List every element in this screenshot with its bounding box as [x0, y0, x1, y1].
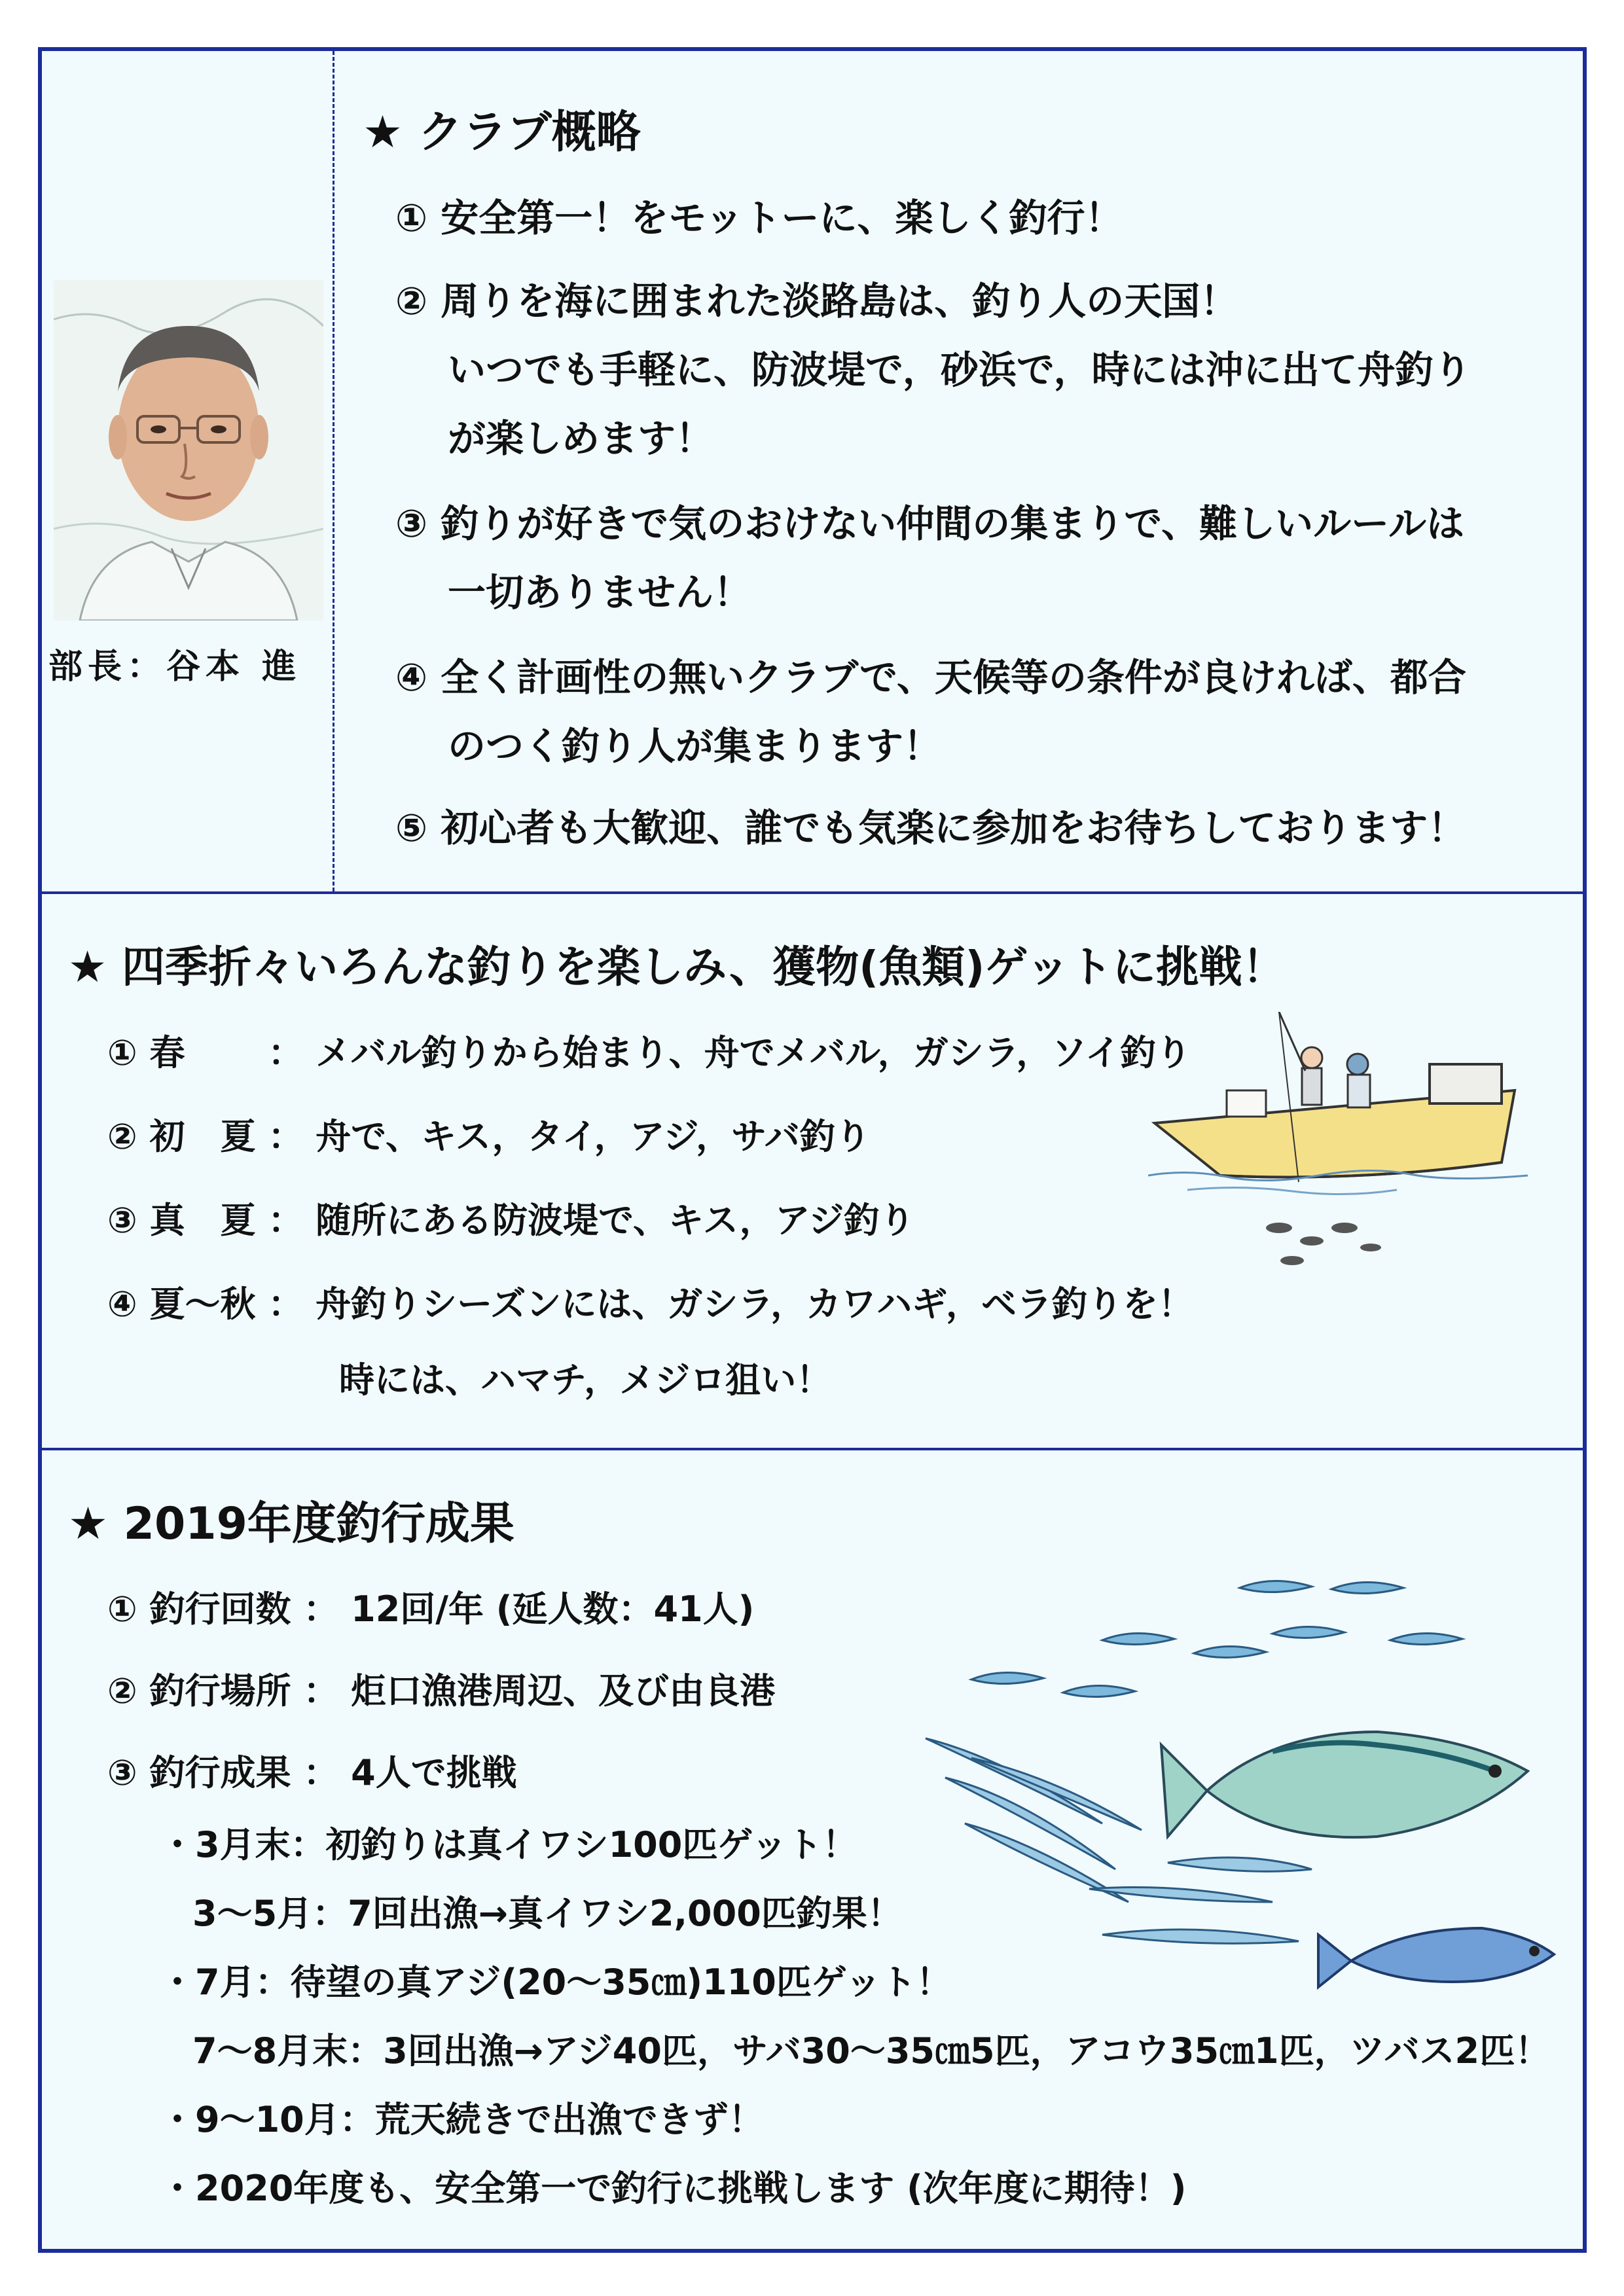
results-line: 7～8月末：3回出漁→アジ40匹，サバ30～35㎝5匹，アコウ35㎝1匹，ツバス2匹！ [192, 2030, 1551, 2072]
overview-line: ⑤ 初心者も大歓迎、誰でも気楽に参加をお待ちしております！ [395, 806, 1466, 850]
season-line: 時には、ハマチ，メジロ狙い！ [339, 1359, 832, 1401]
results-section [42, 1450, 1583, 2249]
results-line: ・3月末：初釣りは真イワシ100匹ゲット！ [160, 1824, 858, 1865]
section-divider [333, 51, 334, 891]
club-overview-section [42, 51, 1583, 894]
overview-line: が楽しめます！ [448, 416, 714, 461]
results-line: 3～5月：7回出漁→真イワシ2,000匹釣果！ [192, 1893, 903, 1934]
results-line: ・2020年度も、安全第一で釣行に挑戦します (次年度に期待！) [160, 2168, 1187, 2209]
fishing-boat-illustration [1148, 1012, 1567, 1287]
leader-name-caption: 部長：谷本 進 [48, 647, 302, 687]
season-line: ③ 真 夏 ： 随所にある防波堤で、キス，アジ釣り [107, 1200, 915, 1241]
overview-line: ④ 全く計画性の無いクラブで、天候等の条件が良ければ、都合 [395, 655, 1466, 700]
overview-line: ③ 釣りが好きで気のおけない仲間の集まりで、難しいルールは [395, 501, 1464, 546]
results-heading: ★ 2019年度釣行成果 [68, 1498, 514, 1550]
results-line: ・7月：待望の真アジ(20～35㎝)110匹ゲット！ [160, 1962, 952, 2003]
fish-illustration [906, 1575, 1561, 2020]
results-line: ② 釣行場所 ： 炬口漁港周辺、及び由良港 [107, 1670, 776, 1712]
season-line: ① 春 ： メバル釣りから始まり、舟でメバル，ガシラ，ソイ釣り [107, 1032, 1191, 1073]
club-leader-photo [54, 280, 323, 620]
page-frame [38, 47, 1587, 2253]
seasonal-fishing-section [42, 894, 1583, 1450]
season-line: ④ 夏～秋 ： 舟釣りシーズンには、ガシラ，カワハギ，ベラ釣りを！ [107, 1283, 1193, 1325]
club-overview-heading: ★ クラブ概略 [363, 107, 641, 158]
overview-line: いつでも手軽に、防波堤で，砂浜で，時には沖に出て舟釣り [448, 348, 1471, 392]
seasonal-heading: ★ 四季折々いろんな釣りを楽しみ、獲物(魚類)ゲットに挑戦！ [68, 942, 1286, 992]
overview-line: ② 周りを海に囲まれた淡路島は、釣り人の天国！ [395, 279, 1238, 323]
overview-line: ① 安全第一！をモットーに、楽しく釣行！ [395, 196, 1123, 240]
results-line: ① 釣行回数 ： 12回/年 (延人数：41人) [107, 1588, 755, 1630]
overview-line: 一切ありません！ [448, 570, 752, 615]
results-line: ③ 釣行成果 ： 4人で挑戦 [107, 1752, 517, 1793]
overview-line: のつく釣り人が集まります！ [448, 724, 942, 768]
results-line: ・9～10月：荒天続きで出漁できず！ [160, 2099, 764, 2140]
season-line: ② 初 夏 ： 舟で、キス，タイ，アジ，サバ釣り [107, 1116, 871, 1157]
